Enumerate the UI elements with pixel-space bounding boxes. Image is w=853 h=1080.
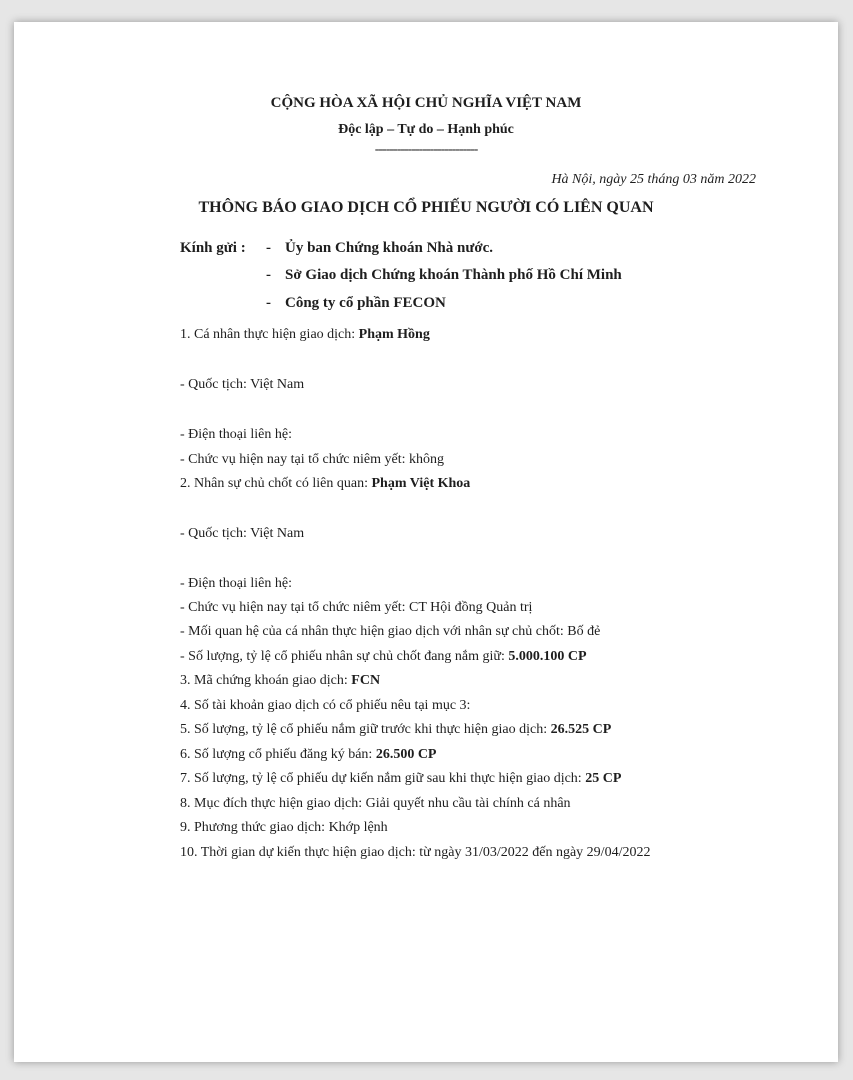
item-2-position: - Chức vụ hiện nay tại tổ chức niêm yết: CT Hội đồng Quản trị — [180, 600, 533, 615]
recipient-item: Công ty cổ phần FECON — [285, 295, 446, 311]
item-2-holding-label: - Số lượng, tỷ lệ cổ phiếu nhân sự chủ chốt đang nắm giữ: — [180, 649, 509, 664]
recipient-dash: - — [266, 240, 271, 256]
item-1 — [180, 327, 430, 343]
recipient-item: Ủy ban Chứng khoán Nhà nước. — [285, 240, 494, 256]
motto: Độc lập – Tự do – Hạnh phúc — [338, 122, 514, 137]
item-1-nationality: - Quốc tịch: Việt Nam — [180, 377, 305, 392]
recipient-dash: - — [266, 267, 271, 283]
item-8: 8. Mục đích thực hiện giao dịch: Giải quyết nhu cầu tài chính cá nhân — [180, 796, 571, 811]
item-5-label: 5. Số lượng, tỷ lệ cổ phiếu nắm giữ trước khi thực hiện giao dịch: — [180, 722, 551, 737]
item-5-value: 26.525 CP — [550, 722, 612, 737]
item-2-phone: - Điện thoại liên hệ: — [180, 576, 292, 591]
item-4: 4. Số tài khoản giao dịch có cổ phiếu nêu tại mục 3: — [180, 698, 471, 713]
item-6-label: 6. Số lượng cổ phiếu đăng ký bán: — [180, 747, 376, 762]
item-3-value: FCN — [351, 673, 381, 688]
item-2-value: Phạm Việt Khoa — [371, 476, 471, 491]
item-5 — [180, 722, 611, 738]
recipient-item: Sở Giao dịch Chứng khoán Thành phố Hồ Chí Minh — [285, 267, 622, 283]
date-line: Hà Nội, ngày 25 tháng 03 năm 2022 — [551, 172, 756, 187]
item-2 — [180, 476, 470, 492]
item-7-label: 7. Số lượng, tỷ lệ cổ phiếu dự kiến nắm giữ sau khi thực hiện giao dịch: — [180, 771, 586, 786]
item-2-holding — [180, 649, 587, 665]
item-1-phone: - Điện thoại liên hệ: — [180, 427, 292, 442]
document-title: THÔNG BÁO GIAO DỊCH CỔ PHIẾU NGƯỜI CÓ LIÊN QUAN — [198, 199, 654, 216]
document-page — [14, 22, 838, 1062]
item-10: 10. Thời gian dự kiến thực hiện giao dịch: từ ngày 31/03/2022 đến ngày 29/04/2022 — [180, 845, 651, 860]
item-1-label: 1. Cá nhân thực hiện giao dịch: — [180, 327, 359, 342]
recipient-label: Kính gửi : — [180, 240, 246, 256]
item-2-nationality: - Quốc tịch: Việt Nam — [180, 526, 305, 541]
item-9: 9. Phương thức giao dịch: Khớp lệnh — [180, 820, 388, 835]
item-6-value: 26.500 CP — [375, 747, 437, 762]
item-3-label: 3. Mã chứng khoán giao dịch: — [180, 673, 352, 688]
item-2-label: 2. Nhân sự chủ chốt có liên quan: — [180, 476, 372, 491]
item-1-position: - Chức vụ hiện nay tại tổ chức niêm yết: không — [180, 452, 445, 467]
item-1-value: Phạm Hồng — [358, 327, 430, 342]
recipient-dash: - — [266, 295, 271, 311]
item-6 — [180, 747, 436, 763]
separator: ---------------------------- — [374, 142, 478, 157]
item-7-value: 25 CP — [585, 771, 622, 786]
item-2-relation: - Mối quan hệ của cá nhân thực hiện giao dịch với nhân sự chủ chốt: Bố đẻ — [180, 624, 601, 639]
item-2-holding-value: 5.000.100 CP — [508, 649, 587, 664]
country-heading: CỘNG HÒA XÃ HỘI CHỦ NGHĨA VIỆT NAM — [270, 95, 582, 111]
item-7 — [180, 771, 621, 787]
item-3 — [180, 673, 380, 689]
